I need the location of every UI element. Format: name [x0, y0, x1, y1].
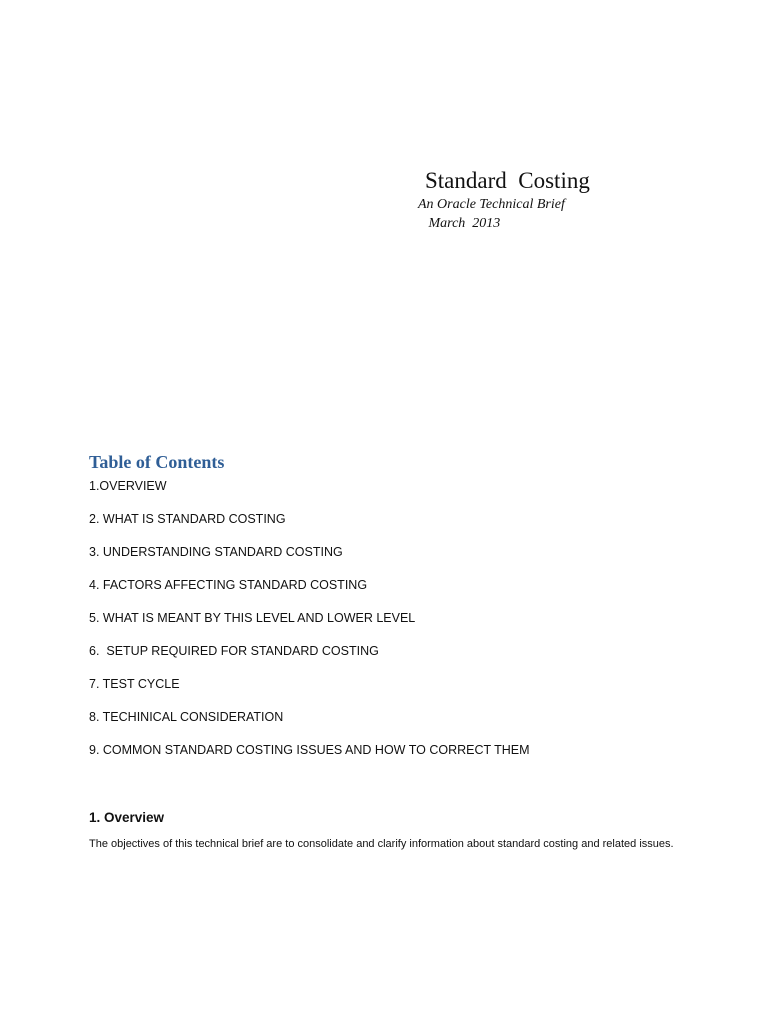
overview-section	[89, 808, 689, 853]
section-body: The objectives of this technical brief are to consolidate and clarify information about standard costing and related issues.	[89, 838, 674, 850]
toc-item-common-issues: 9. COMMON STANDARD COSTING ISSUES AND HOW TO CORRECT THEM	[89, 743, 530, 757]
toc-item-technical-consideration: 8. TECHINICAL CONSIDERATION	[89, 710, 284, 724]
toc-item-factors-affecting: 4. FACTORS AFFECTING STANDARD COSTING	[89, 578, 368, 592]
toc-item-this-level-lower-level: 5. WHAT IS MEANT BY THIS LEVEL AND LOWER LEVEL	[89, 611, 416, 625]
document-title: Standard Costing	[425, 168, 590, 193]
toc-heading: Table of Contents	[89, 452, 225, 472]
table-of-contents	[89, 450, 709, 775]
document-date: March 2013	[425, 216, 501, 231]
toc-item-what-is-standard-costing: 2. WHAT IS STANDARD COSTING	[89, 512, 286, 526]
title-block	[418, 166, 718, 233]
toc-item-test-cycle: 7. TEST CYCLE	[89, 677, 180, 691]
toc-item-understanding-standard-costing: 3. UNDERSTANDING STANDARD COSTING	[89, 545, 343, 559]
section-heading: 1. Overview	[89, 810, 165, 825]
toc-item-setup-required: 6. SETUP REQUIRED FOR STANDARD COSTING	[89, 644, 379, 658]
toc-item-overview: 1.OVERVIEW	[89, 479, 167, 493]
toc-list	[89, 478, 709, 775]
document-subtitle: An Oracle Technical Brief	[418, 197, 565, 212]
